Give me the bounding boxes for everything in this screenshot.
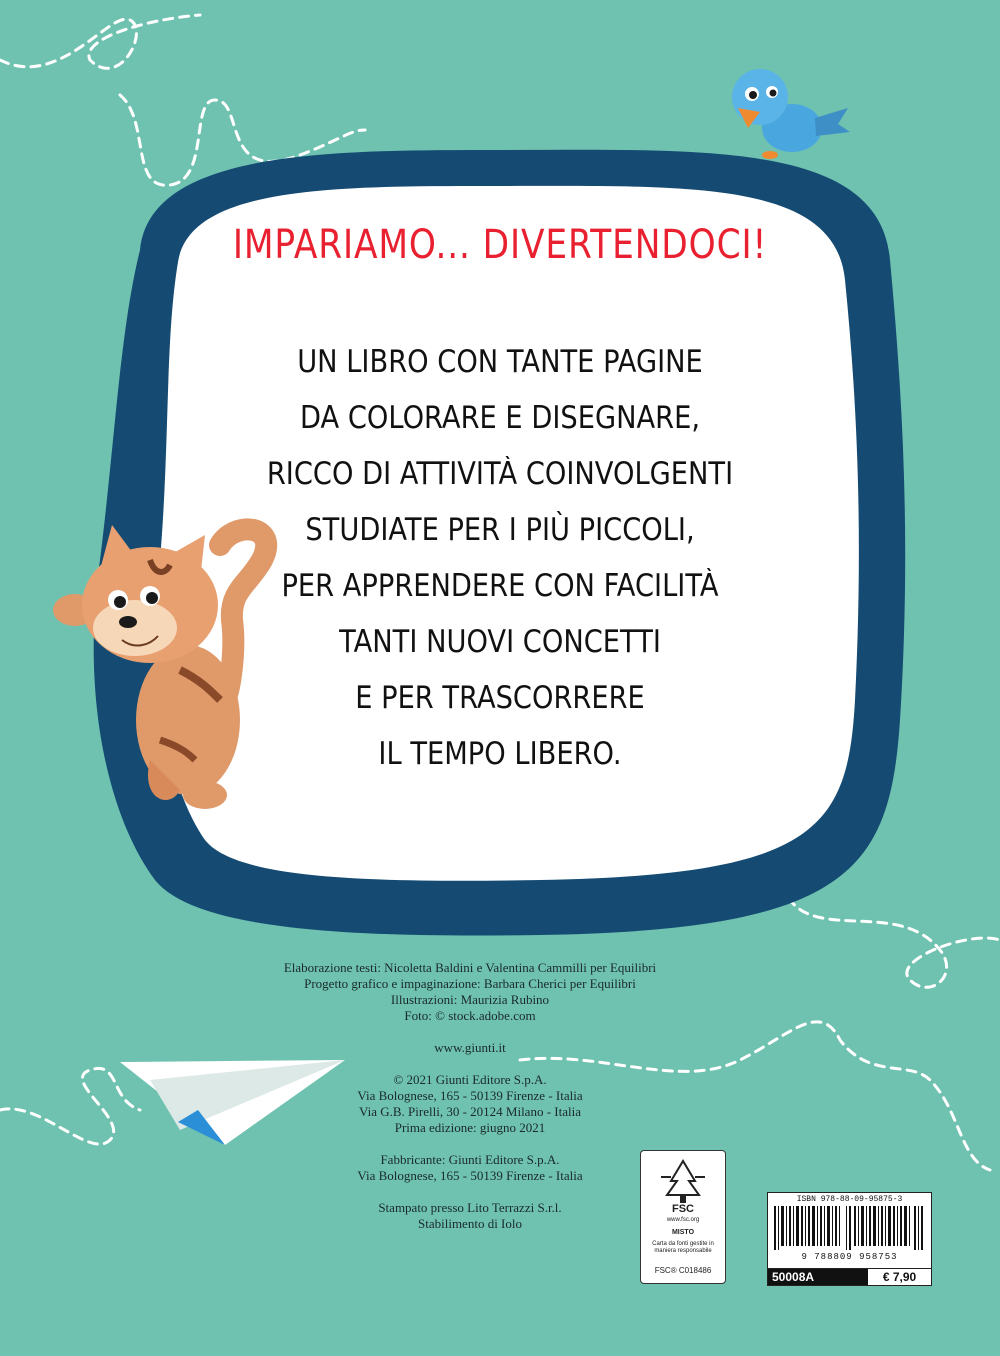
- manufacturer-address: Via Bolognese, 165 - 50139 Firenze - Italia: [357, 1168, 583, 1183]
- description: [150, 334, 850, 782]
- description-line: PER APPRENDERE CON FACILITÀ: [281, 568, 719, 604]
- description-line: E PER TRASCORRERE: [355, 680, 645, 716]
- printing-plant: Stabilimento di Iolo: [418, 1216, 522, 1231]
- credit-photo: Foto: © stock.adobe.com: [404, 1008, 536, 1023]
- description-line: STUDIATE PER I PIÙ PICCOLI,: [305, 512, 695, 548]
- fsc-label: [640, 1150, 726, 1284]
- price: € 7,90: [882, 1270, 917, 1284]
- fsc-description: Carta da fonti gestite in maniera responsabile: [652, 1241, 714, 1254]
- printer: Stampato presso Lito Terrazzi S.r.l.: [378, 1200, 562, 1215]
- address-milano: Via G.B. Pirelli, 30 - 20124 Milano - Italia: [359, 1104, 581, 1119]
- barcode-bars: [774, 1206, 924, 1250]
- website-link: www.giunti.it: [434, 1040, 506, 1055]
- description-line: UN LIBRO CON TANTE PAGINE: [297, 344, 703, 380]
- description-line: DA COLORARE E DISEGNARE,: [299, 400, 701, 436]
- copyright: © 2021 Giunti Editore S.p.A.: [393, 1072, 547, 1087]
- isbn: ISBN 978-88-09-95875-3: [796, 1195, 903, 1204]
- credit-illustrations: Illustrazioni: Maurizia Rubino: [390, 992, 550, 1007]
- description-line: IL TEMPO LIBERO.: [378, 736, 622, 772]
- product-code: 50008A: [768, 1269, 868, 1285]
- main-text-block: [150, 200, 850, 782]
- fsc-tree-icon: [641, 1155, 725, 1207]
- credit-texts: Elaborazione testi: Nicoletta Baldini e Valentina Cammilli per Equilibri: [283, 960, 657, 975]
- address-firenze: Via Bolognese, 165 - 50139 Firenze - Italia: [357, 1088, 583, 1103]
- ean-digits: 9 788809 958753: [801, 1252, 898, 1262]
- barcode-box: [767, 1192, 932, 1286]
- description-line: TANTI NUOVI CONCETTI: [339, 624, 661, 660]
- fsc-name: FSC: [672, 1203, 694, 1215]
- headline: IMPARIAMO... DIVERTENDOCI!: [232, 222, 768, 268]
- price-strip: [768, 1268, 931, 1285]
- colophon: [250, 960, 690, 1232]
- description-line: RICCO DI ATTIVITÀ COINVOLGENTI: [266, 456, 734, 492]
- manufacturer: Fabbricante: Giunti Editore S.p.A.: [380, 1152, 560, 1167]
- bird-illustration: [732, 69, 850, 159]
- fsc-code: FSC® C018486: [654, 1266, 712, 1275]
- fsc-mix-label: MISTO: [671, 1229, 695, 1236]
- credit-design: Progetto grafico e impaginazione: Barbara Cherici per Equilibri: [304, 976, 636, 991]
- edition: Prima edizione: giugno 2021: [394, 1120, 546, 1135]
- fsc-website: www.fsc.org: [666, 1217, 700, 1223]
